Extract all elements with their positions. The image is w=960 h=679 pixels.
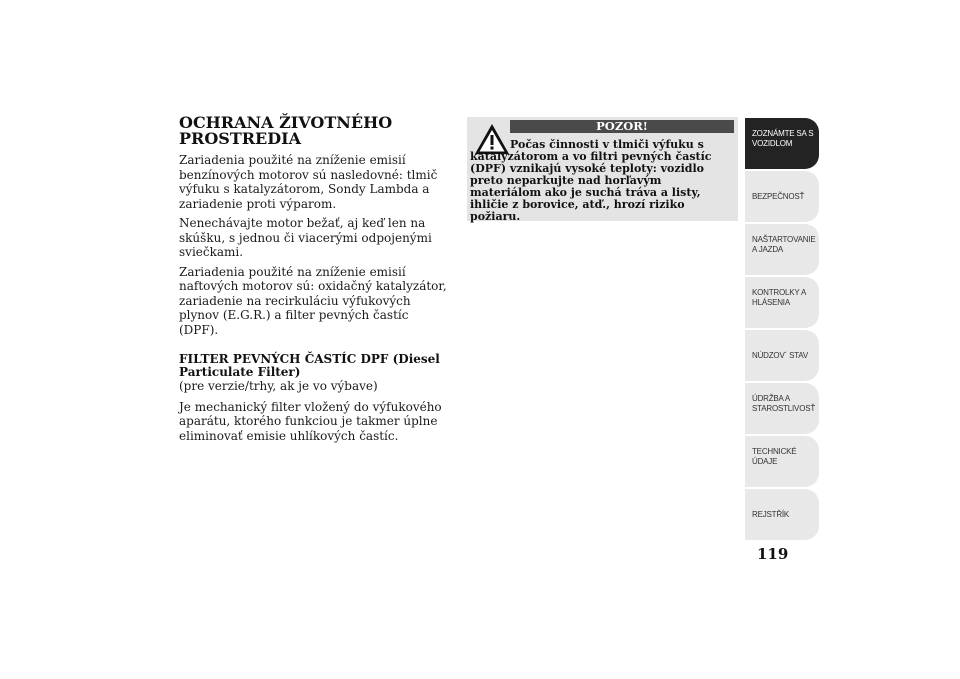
tab-rejstrik[interactable]: REJSTŘÍK: [745, 489, 819, 540]
tab-bezpecnost[interactable]: BEZPEČNOSŤ: [745, 171, 819, 222]
tab-kontrolky[interactable]: KONTROLKY A HLÁSENIA: [745, 277, 819, 328]
dpf-subtitle: (pre verzie/trhy, ak je vo výbave): [179, 379, 378, 393]
tab-zoznamte-sa[interactable]: ZOZNÁMTE SA S VOZIDLOM: [745, 118, 819, 169]
warning-header: POZOR!: [510, 120, 734, 133]
section-title: OCHRANA ŽIVOTNÉHO PROSTREDIA: [179, 113, 393, 148]
dpf-paragraph: Je mechanický filter vložený do výfukového aparátu, ktorého funkciou je takmer úplne eliminovať emisie uhlíkových častíc.: [179, 399, 442, 443]
paragraph-1: Zariadenia použité na zníženie emisií benzínových motorov sú nasledovné: tlmič výfuku s katalyzátorom, Sondy Lambda a zariadenie proti výparom.: [179, 153, 438, 211]
paragraph-2: Nenechávajte motor bežať, aj keď len na skúšku, s jednou či viacerými odpojenými sviečkami.: [179, 216, 432, 259]
tab-udrzba[interactable]: ÚDRŽBA A STAROSTLIVOSŤ: [745, 383, 819, 434]
tab-nastartovanie[interactable]: NAŠTARTOVANIE A JAZDA: [745, 224, 819, 275]
main-column: [179, 115, 451, 448]
chapter-tabs: [745, 118, 819, 542]
warning-box: [467, 117, 738, 221]
paragraph-3: Zariadenia použité na zníženie emisií naftových motorov sú: oxidačný katalyzátor, zariadenie na recirkuláciu výfukových plynov (E.G.R.) a filter pevných častíc (DPF).: [179, 264, 447, 337]
tab-technicke-udaje[interactable]: TECHNICKÉ ÚDAJE: [745, 436, 819, 487]
dpf-title: FILTER PEVNÝCH ČASTÍC DPF (Diesel Particulate Filter): [179, 352, 440, 379]
tab-nudzovy-stav[interactable]: NÚDZOV´ STAV: [745, 330, 819, 381]
warning-text: Počas činnosti v tlmiči výfuku s katalyzátorom a vo filtri pevných častíc (DPF) vznikajú vysoké teploty: vozidlo preto neparkujte nad horľavým materiálom ako je suchá tráva a listy, ihličie z borovice, atď., hrozí riziko požiaru.: [470, 138, 712, 223]
page-number: 119: [757, 545, 789, 563]
